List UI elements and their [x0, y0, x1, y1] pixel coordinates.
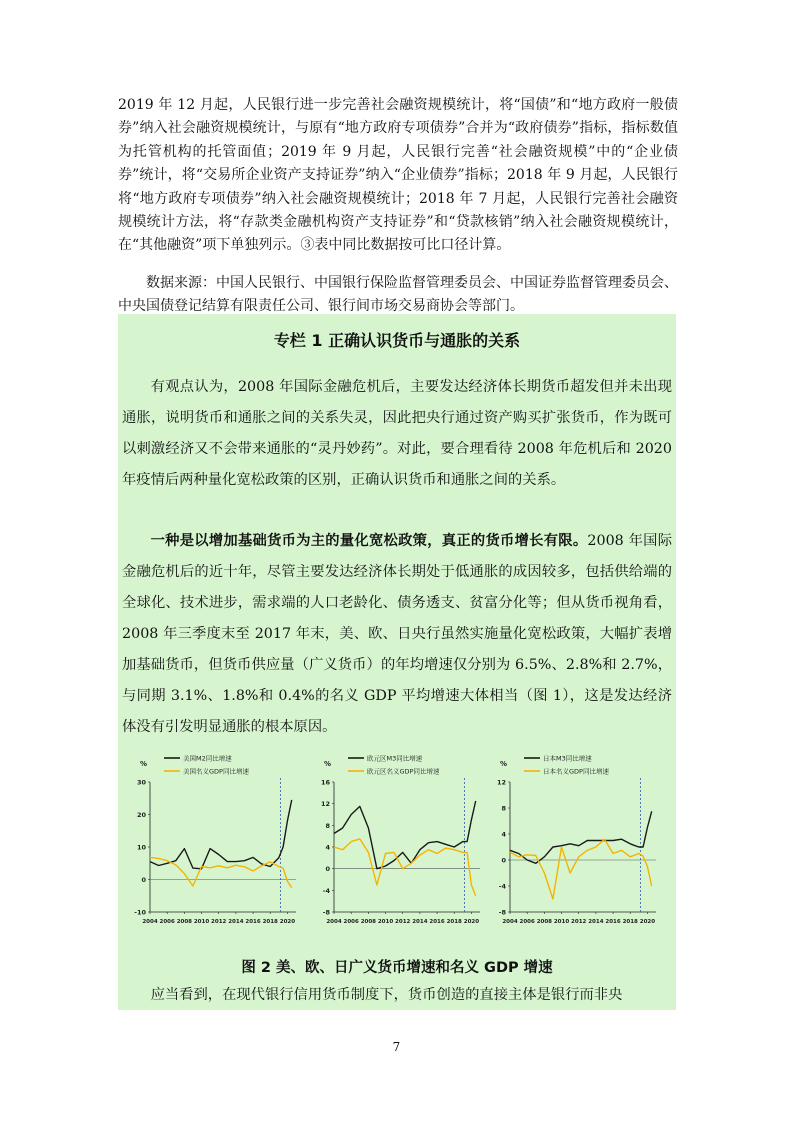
x-tick-label: 2020 — [463, 919, 480, 925]
y-tick-label: 4 — [501, 830, 506, 839]
x-tick-label: 2004 — [502, 919, 518, 925]
x-tick-label: 2016 — [605, 919, 621, 925]
box-paragraph-2-body: 2008 年国际金融危机后的近十年，尽管主要发达经济体长期处于低通胀的成因较多，包括供给端的全球化、技术进步，需求端的人口老龄化、债务透支、贫富分化等；但从货币视角看，2008 年三季度末至 2017 年末，美、欧、日央行虽然实施量化宽松政策，大幅扩表增加基础货币，但货币供应量（广义货币）的年均增速仅分别为 6.5%、2.8%和 2.7%，与同期 3.1%、1.8%和 0.4%的名义 GDP 平均增速大体相当（图 1），这是发达经济体没有引发明显通胀的根本原因。 — [122, 533, 672, 735]
y-tick-label: 8 — [501, 804, 506, 813]
x-tick-label: 2012 — [571, 919, 587, 925]
y-tick-label: -8 — [322, 908, 330, 917]
chart-japan — [488, 752, 664, 941]
box-paragraph-2 — [122, 526, 672, 743]
x-tick-label: 2008 — [536, 919, 553, 925]
x-tick-label: 2004 — [142, 919, 158, 925]
y-tick-label: -4 — [498, 882, 506, 891]
series-line-1 — [150, 857, 292, 887]
legend-label-1: 日本名义GDP同比增速 — [543, 767, 609, 776]
series-line-0 — [334, 801, 476, 869]
y-tick-label: 8 — [325, 821, 330, 830]
x-tick-label: 2016 — [429, 919, 445, 925]
y-tick-label: 12 — [320, 800, 330, 809]
legend-label-0: 日本M3同比增速 — [543, 754, 592, 763]
x-tick-label: 2008 — [360, 919, 377, 925]
x-tick-label: 2010 — [377, 919, 394, 925]
x-tick-label: 2010 — [193, 919, 210, 925]
x-tick-label: 2008 — [176, 919, 193, 925]
unit-label: % — [140, 760, 148, 768]
x-tick-label: 2010 — [553, 919, 570, 925]
y-tick-label: -10 — [134, 908, 146, 917]
x-tick-label: 2004 — [326, 919, 342, 925]
y-tick-label: 10 — [136, 843, 146, 852]
legend-label-1: 美国名义GDP同比增速 — [183, 767, 249, 776]
page-number: 7 — [392, 1040, 401, 1054]
y-tick-label: 4 — [325, 843, 330, 852]
data-source-note: 数据来源：中国人民银行、中国银行保险监督管理委员会、中国证券监督管理委员会、中央国债登记结算有限责任公司、银行间市场交易商协会等部门。 — [118, 275, 678, 315]
y-tick-label: 16 — [320, 778, 330, 787]
notes-text: 2019 年 12 月起，人民银行进一步完善社会融资规模统计，将“国债”和“地方政府一般债券”纳入社会融资规模统计，与原有“地方政府专项债券”合并为“政府债券”指标，指标数值为托管机构的托管面值；2019 年 9 月起，人民银行完善“社会融资规模”中的“企业债券”统计，将“交易所企业资产支持证券”纳入“企业债券”指标；2018 年 9 月起，人民银行将“地方政府专项债券”纳入社会融资规模统计；2018 年 7 月起，人民银行完善社会融资规模统计方法，将“存款类金融机构资产支持证券”和“贷款核销”纳入社会融资规模统计，在“其他融资”项下单独列示。③表中同比数据按可比口径计算。 — [118, 97, 678, 254]
y-tick-label: 0 — [141, 876, 146, 884]
x-tick-label: 2014 — [588, 919, 604, 925]
x-tick-label: 2012 — [211, 919, 227, 925]
x-tick-label: 2020 — [639, 919, 656, 925]
x-tick-label: 2006 — [159, 919, 175, 925]
x-tick-label: 2014 — [412, 919, 428, 925]
x-tick-label: 2012 — [395, 919, 411, 925]
y-tick-label: 0 — [501, 856, 506, 865]
y-tick-label: -4 — [322, 886, 330, 895]
box-paragraph-1: 有观点认为，2008 年国际金融危机后，主要发达经济体长期货币超发但并未出现通胀，说明货币和通胀之间的关系失灵，因此把央行通过资产购买扩张货币，作为既可以刺激经济又不会带来通胀的“灵丹妙药”。对此，要合理看待 2008 年危机后和 2020 年疫情后两种量化宽松政策的区别，正确认识货币和通胀之间的关系。 — [122, 379, 672, 488]
y-tick-label: 20 — [136, 811, 146, 819]
y-tick-label: 12 — [496, 778, 506, 787]
series-line-1 — [510, 839, 652, 899]
chart-euro — [312, 752, 488, 941]
figure-caption: 图 2 美、欧、日广义货币增速和名义 GDP 增速 — [241, 960, 553, 976]
y-tick-label: 0 — [325, 865, 330, 874]
x-tick-label: 2016 — [245, 919, 261, 925]
legend-label-0: 欧元区M3同比增速 — [367, 754, 423, 763]
x-tick-label: 2006 — [519, 919, 535, 925]
unit-label: % — [500, 760, 508, 768]
chart-us — [128, 752, 304, 941]
series-line-0 — [150, 800, 292, 869]
legend-label-0: 美国M2同比增速 — [183, 754, 232, 763]
x-tick-label: 2018 — [622, 919, 638, 925]
x-tick-label: 2018 — [446, 919, 462, 925]
x-tick-label: 2006 — [343, 919, 359, 925]
unit-label: % — [324, 760, 332, 768]
column-box — [118, 314, 676, 1010]
box-paragraph-2-lead: 一种是以增加基础货币为主的量化宽松政策，真正的货币增长有限。 — [150, 533, 588, 549]
legend-label-1: 欧元区名义GDP同比增速 — [367, 767, 440, 776]
x-tick-label: 2020 — [279, 919, 296, 925]
y-tick-label: 30 — [136, 778, 146, 787]
y-tick-label: -8 — [498, 908, 506, 917]
x-tick-label: 2014 — [228, 919, 244, 925]
box-title: 专栏 1 正确认识货币与通胀的关系 — [273, 331, 521, 350]
box-paragraph-3: 应当看到，在现代银行信用货币制度下，货币创造的直接主体是银行而非央 — [150, 987, 623, 1003]
x-tick-label: 2018 — [262, 919, 278, 925]
